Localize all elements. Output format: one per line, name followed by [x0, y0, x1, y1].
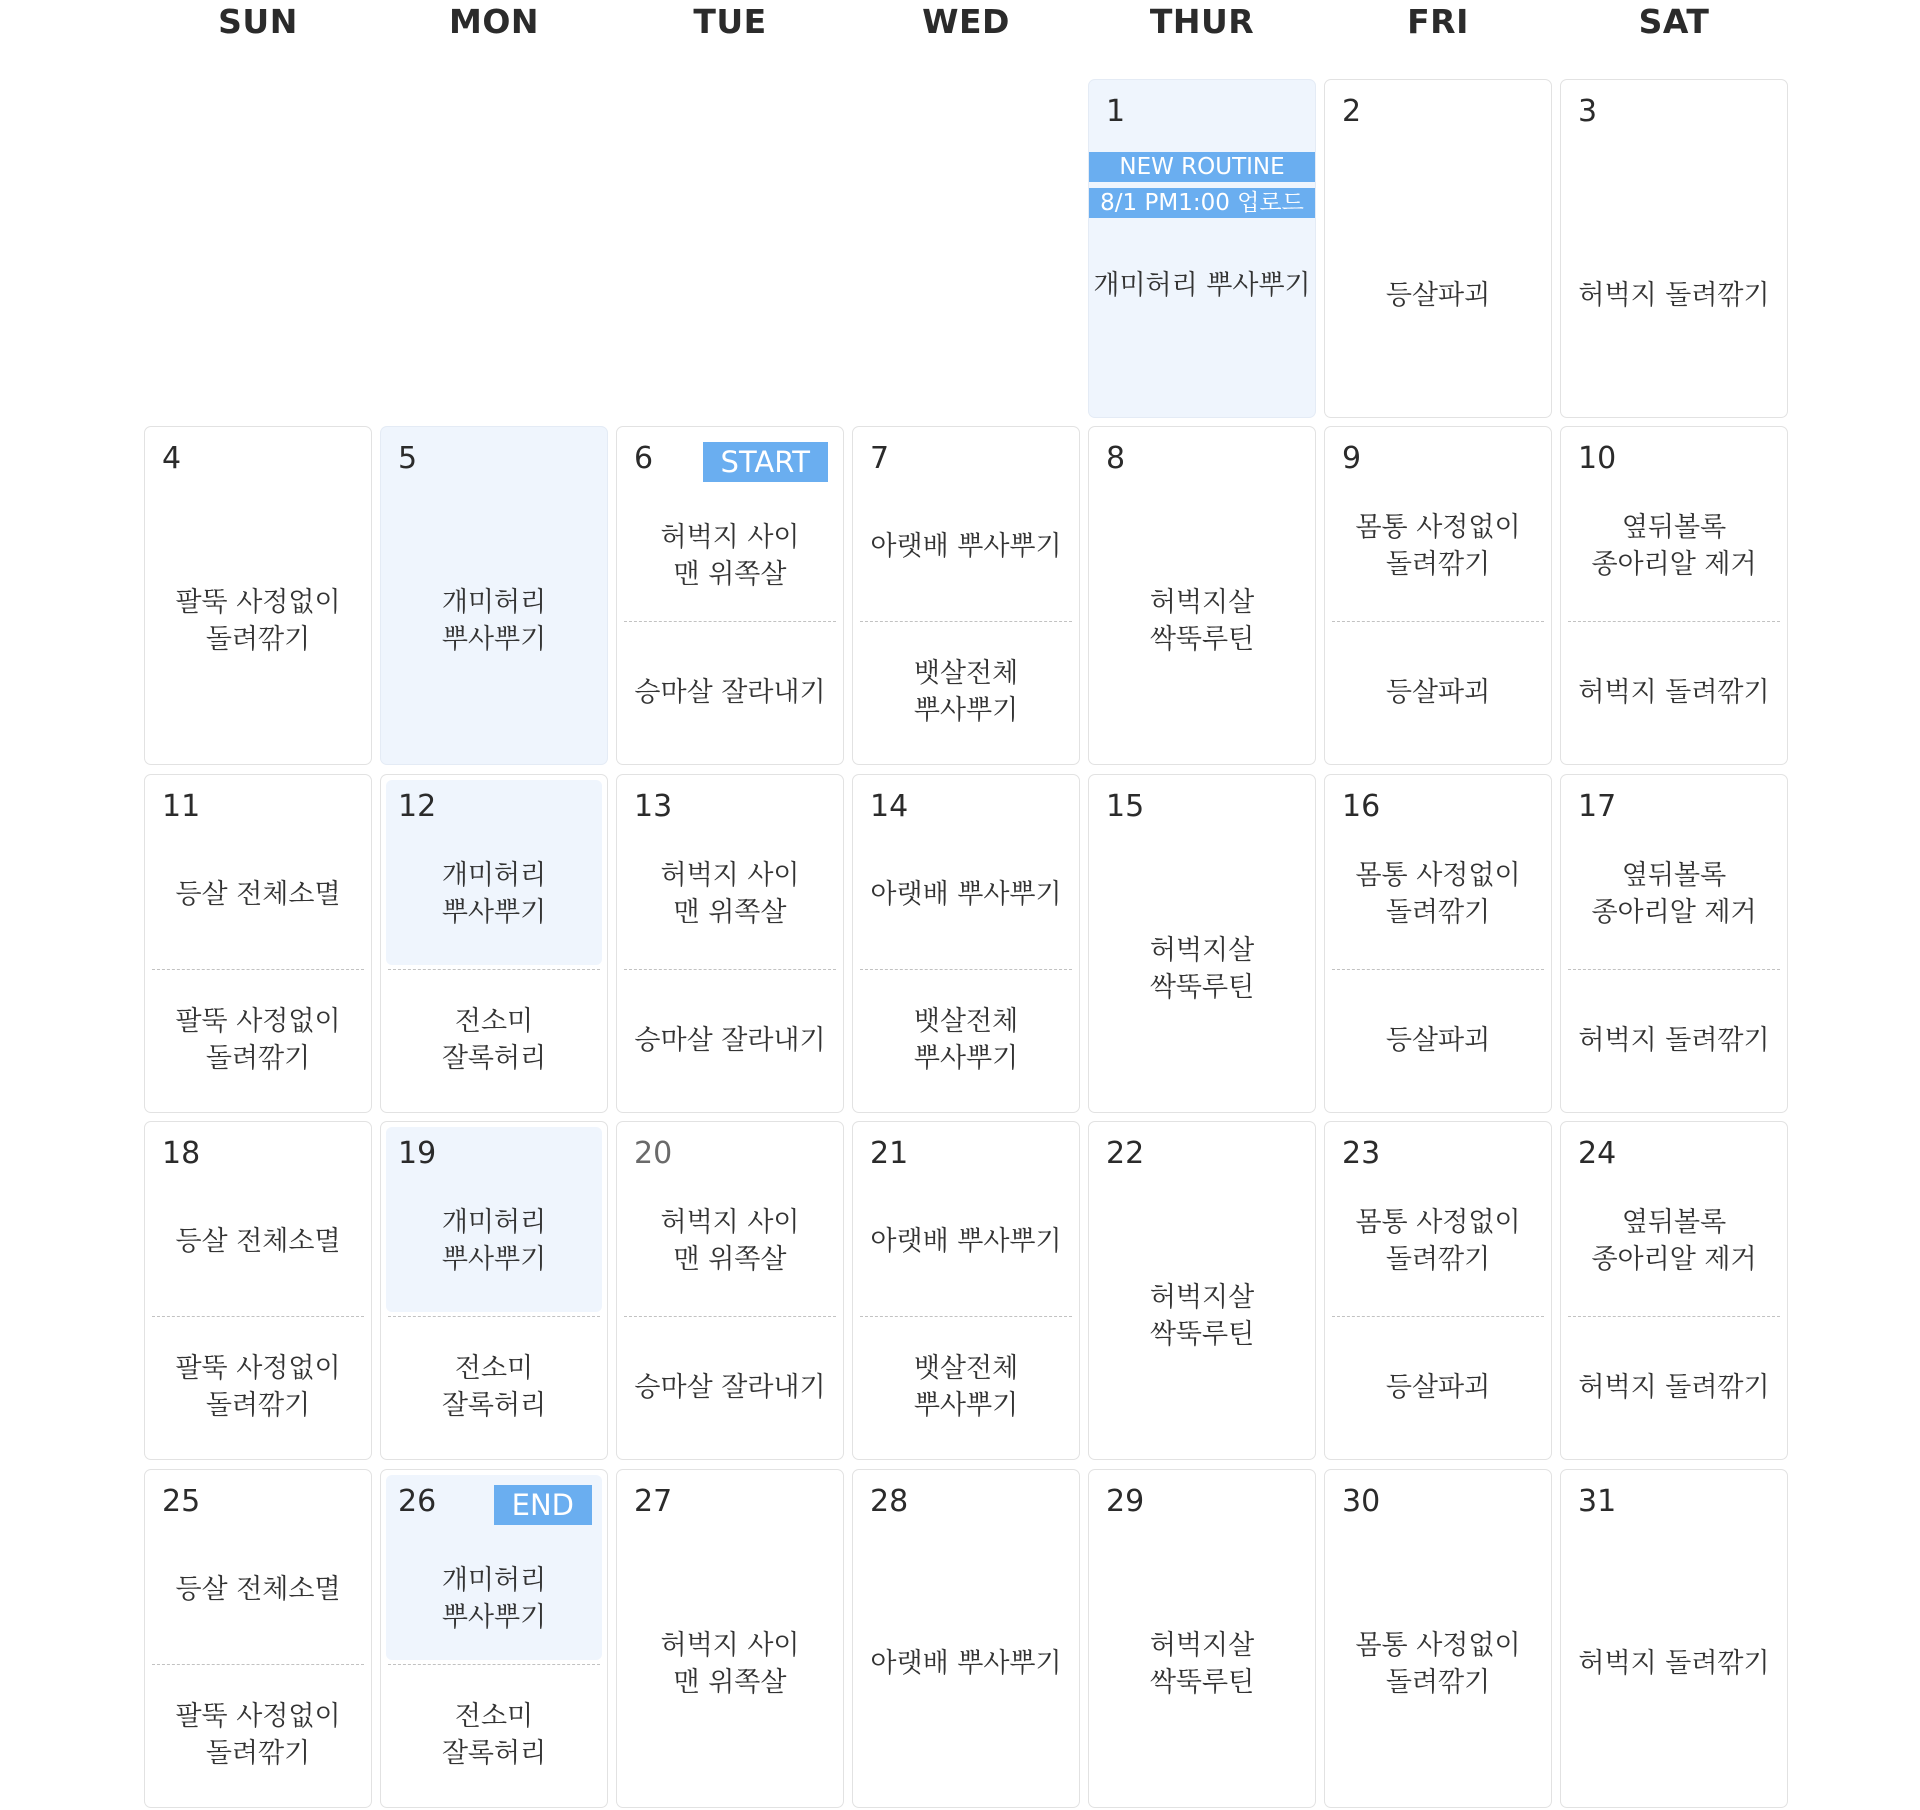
day-cell-30[interactable]	[1324, 1469, 1552, 1808]
routine-slot	[1089, 487, 1315, 754]
routine-slot	[1325, 260, 1551, 330]
weekday-sun: SUN	[218, 2, 298, 41]
routine-slot-bottom	[1325, 625, 1551, 759]
day-number: 7	[870, 441, 890, 476]
routine-slot-bottom	[145, 1668, 371, 1802]
slot-divider	[152, 969, 364, 970]
day-number: 30	[1342, 1484, 1381, 1519]
routine-label: 아랫배 뿌사뿌기	[870, 530, 1062, 562]
routine-label: 뱃살전체 뿌사뿌기	[913, 658, 1019, 726]
day-cell-1[interactable]	[1088, 79, 1316, 418]
routine-slot-bottom	[1561, 1320, 1787, 1454]
routine-label: 승마살 잘라내기	[634, 1024, 826, 1056]
day-cell-29[interactable]	[1088, 1469, 1316, 1808]
routine-label: 허벅지 돌려깎기	[1578, 1371, 1770, 1403]
routine-slot-bottom	[145, 1320, 371, 1454]
slot-divider	[152, 1664, 364, 1665]
weekday-thur: THUR	[1149, 2, 1255, 41]
routine-label: 개미허리 뿌사뿌기	[1093, 269, 1311, 301]
slot-divider	[1568, 969, 1780, 970]
day-cell-7[interactable]	[852, 426, 1080, 765]
day-cell-4[interactable]	[144, 426, 372, 765]
routine-label: 몸통 사정없이 돌려깎기	[1355, 1629, 1521, 1698]
routine-slot-top	[617, 820, 843, 968]
day-cell-22[interactable]	[1088, 1121, 1316, 1460]
weekday-fri: FRI	[1407, 2, 1469, 41]
slot-divider	[624, 969, 836, 970]
day-cell-2[interactable]	[1324, 79, 1552, 418]
slot-divider	[388, 1664, 600, 1665]
slot-divider	[1568, 621, 1780, 622]
routine-slot-top	[617, 1167, 843, 1315]
routine-label: 등살 전체소멸	[175, 1573, 341, 1605]
day-number: 20	[634, 1136, 673, 1171]
day-cell-13[interactable]	[616, 774, 844, 1113]
day-cell-23[interactable]	[1324, 1121, 1552, 1460]
upload-time-banner: 8/1 PM1:00 업로드	[1089, 188, 1315, 218]
day-cell-31[interactable]	[1560, 1469, 1788, 1808]
day-cell-16[interactable]	[1324, 774, 1552, 1113]
routine-label: 등살파괴	[1385, 676, 1491, 708]
day-number: 21	[870, 1136, 909, 1171]
day-cell-17[interactable]	[1560, 774, 1788, 1113]
slot-divider	[1332, 1316, 1544, 1317]
routine-slot-bottom	[1561, 973, 1787, 1107]
day-number: 11	[162, 789, 201, 824]
routine-slot-bottom	[617, 625, 843, 759]
day-cell-14[interactable]	[852, 774, 1080, 1113]
routine-slot-top	[853, 472, 1079, 620]
day-cell-3[interactable]	[1560, 79, 1788, 418]
slot-divider	[860, 969, 1072, 970]
routine-label: 허벅지 사이 맨 위쪽살	[660, 1629, 800, 1698]
routine-slot	[145, 487, 371, 754]
routine-label: 허벅지 돌려깎기	[1578, 676, 1770, 708]
routine-slot	[617, 1530, 843, 1797]
day-number: 15	[1106, 789, 1145, 824]
day-number: 4	[162, 441, 182, 476]
day-cell-20[interactable]	[616, 1121, 844, 1460]
day-cell-19[interactable]	[380, 1121, 608, 1460]
day-number: 6	[634, 441, 654, 476]
routine-slot-top	[853, 1167, 1079, 1315]
day-cell-8[interactable]	[1088, 426, 1316, 765]
routine-label: 허벅지 돌려깎기	[1578, 279, 1770, 311]
slot-divider	[1568, 1316, 1780, 1317]
routine-slot-top	[381, 1167, 607, 1315]
routine-slot-top	[1561, 820, 1787, 968]
routine-slot-top	[381, 820, 607, 968]
day-cell-9[interactable]	[1324, 426, 1552, 765]
routine-label: 허벅지살 싹뚝루틴	[1149, 586, 1255, 655]
day-number: 19	[398, 1136, 437, 1171]
routine-label: 팔뚝 사정없이 돌려깎기	[175, 1353, 341, 1421]
routine-slot-top	[145, 1515, 371, 1663]
routine-slot-top	[1325, 472, 1551, 620]
slot-divider	[624, 621, 836, 622]
slot-divider	[388, 969, 600, 970]
routine-slot	[1561, 260, 1787, 330]
day-number: 14	[870, 789, 909, 824]
routine-label: 전소미 잘록허리	[441, 1701, 547, 1769]
routine-label: 전소미 잘록허리	[441, 1353, 547, 1421]
day-number: 3	[1578, 94, 1598, 129]
routine-label: 몸통 사정없이 돌려깎기	[1355, 860, 1521, 928]
routine-slot-top	[1561, 472, 1787, 620]
slot-divider	[388, 1316, 600, 1317]
routine-label: 승마살 잘라내기	[634, 1371, 826, 1403]
routine-slot	[381, 487, 607, 754]
routine-slot	[1089, 835, 1315, 1102]
routine-label: 개미허리 뿌사뿌기	[441, 586, 547, 655]
day-number: 31	[1578, 1484, 1617, 1519]
routine-label: 뱃살전체 뿌사뿌기	[913, 1006, 1019, 1074]
routine-label: 옆뒤볼록 종아리알 제거	[1591, 1207, 1757, 1275]
routine-label: 아랫배 뿌사뿌기	[870, 878, 1062, 910]
routine-slot-top	[853, 820, 1079, 968]
day-cell-10[interactable]	[1560, 426, 1788, 765]
routine-label: 등살파괴	[1385, 1371, 1491, 1403]
routine-label: 허벅지 사이 맨 위쪽살	[660, 522, 800, 590]
weekday-tue: TUE	[693, 2, 767, 41]
slot-divider	[1332, 969, 1544, 970]
day-number: 12	[398, 789, 437, 824]
routine-label: 아랫배 뿌사뿌기	[870, 1225, 1062, 1257]
day-number: 29	[1106, 1484, 1145, 1519]
routine-label: 팔뚝 사정없이 돌려깎기	[175, 1701, 341, 1769]
routine-slot-bottom	[381, 973, 607, 1107]
routine-label: 등살 전체소멸	[175, 1225, 341, 1257]
routine-label: 개미허리 뿌사뿌기	[441, 1207, 547, 1275]
routine-label: 옆뒤볼록 종아리알 제거	[1591, 860, 1757, 928]
new-routine-banner: NEW ROUTINE	[1089, 152, 1315, 182]
day-number: 18	[162, 1136, 201, 1171]
day-number: 16	[1342, 789, 1381, 824]
start-tag: START	[703, 442, 828, 482]
slot-divider	[624, 1316, 836, 1317]
weekday-sat: SAT	[1638, 2, 1710, 41]
routine-label: 승마살 잘라내기	[634, 676, 826, 708]
day-cell-12[interactable]	[380, 774, 608, 1113]
routine-slot	[853, 1530, 1079, 1797]
weekday-wed: WED	[922, 2, 1010, 41]
routine-label: 몸통 사정없이 돌려깎기	[1355, 1207, 1521, 1275]
routine-label: 허벅지 돌려깎기	[1578, 1024, 1770, 1056]
routine-label: 등살파괴	[1385, 1024, 1491, 1056]
day-cell-25[interactable]	[144, 1469, 372, 1808]
routine-label: 허벅지살 싹뚝루틴	[1149, 934, 1255, 1003]
routine-slot-top	[145, 820, 371, 968]
routine-slot-bottom	[853, 1320, 1079, 1454]
day-number: 2	[1342, 94, 1362, 129]
routine-slot-bottom	[1325, 1320, 1551, 1454]
day-number: 26	[398, 1484, 437, 1519]
day-number: 13	[634, 789, 673, 824]
slot-divider	[860, 1316, 1072, 1317]
routine-label: 등살파괴	[1385, 279, 1491, 311]
routine-label: 뱃살전체 뿌사뿌기	[913, 1353, 1019, 1421]
day-cell-15[interactable]	[1088, 774, 1316, 1113]
routine-label: 아랫배 뿌사뿌기	[870, 1648, 1062, 1679]
end-tag: END	[494, 1485, 592, 1525]
day-number: 1	[1106, 94, 1126, 129]
day-cell-24[interactable]	[1560, 1121, 1788, 1460]
routine-label: 몸통 사정없이 돌려깎기	[1355, 512, 1521, 580]
routine-slot-top	[1325, 820, 1551, 968]
day-number: 17	[1578, 789, 1617, 824]
day-number: 24	[1578, 1136, 1617, 1171]
routine-slot	[1561, 1530, 1787, 1797]
day-number: 22	[1106, 1136, 1145, 1171]
routine-slot-top	[1561, 1167, 1787, 1315]
routine-label: 허벅지 사이 맨 위쪽살	[660, 860, 800, 928]
day-cell-21[interactable]	[852, 1121, 1080, 1460]
day-cell-6[interactable]	[616, 426, 844, 765]
day-number: 9	[1342, 441, 1362, 476]
routine-slot-top	[1325, 1167, 1551, 1315]
day-cell-5[interactable]	[380, 426, 608, 765]
routine-slot-bottom	[1325, 973, 1551, 1107]
routine-slot-bottom	[853, 625, 1079, 759]
slot-divider	[860, 621, 1072, 622]
routine-label: 등살 전체소멸	[175, 878, 341, 910]
day-cell-27[interactable]	[616, 1469, 844, 1808]
day-cell-11[interactable]	[144, 774, 372, 1113]
day-number: 25	[162, 1484, 201, 1519]
routine-slot-bottom	[617, 973, 843, 1107]
routine-label: 허벅지 사이 맨 위쪽살	[660, 1207, 800, 1275]
routine-label: 팔뚝 사정없이 돌려깎기	[175, 1006, 341, 1074]
routine-label: 허벅지살 싹뚝루틴	[1149, 1281, 1255, 1350]
day-cell-28[interactable]	[852, 1469, 1080, 1808]
day-number: 8	[1106, 441, 1126, 476]
routine-slot-top	[381, 1525, 607, 1673]
day-cell-26[interactable]	[380, 1469, 608, 1808]
routine-label: 전소미 잘록허리	[441, 1006, 547, 1074]
day-number: 10	[1578, 441, 1617, 476]
routine-label: 허벅지 돌려깎기	[1578, 1648, 1770, 1679]
routine-slot	[1325, 1530, 1551, 1797]
routine-label: 팔뚝 사정없이 돌려깎기	[175, 586, 341, 655]
routine-label: 허벅지살 싹뚝루틴	[1149, 1629, 1255, 1698]
routine-slot-bottom	[381, 1320, 607, 1454]
routine-label: 개미허리 뿌사뿌기	[441, 1565, 547, 1633]
routine-slot-bottom	[617, 1320, 843, 1454]
routine-label: 개미허리 뿌사뿌기	[441, 860, 547, 928]
routine-slot-bottom	[381, 1668, 607, 1802]
slot-divider	[1332, 621, 1544, 622]
weekday-mon: MON	[448, 2, 539, 41]
routine-slot	[1089, 1530, 1315, 1797]
routine-slot-bottom	[1561, 625, 1787, 759]
routine-slot	[1089, 250, 1315, 320]
routine-label: 옆뒤볼록 종아리알 제거	[1591, 512, 1757, 580]
day-cell-18[interactable]	[144, 1121, 372, 1460]
day-number: 27	[634, 1484, 673, 1519]
slot-divider	[152, 1316, 364, 1317]
routine-slot-top	[617, 482, 843, 630]
routine-slot	[1089, 1182, 1315, 1449]
day-number: 28	[870, 1484, 909, 1519]
day-number: 5	[398, 441, 418, 476]
routine-slot-bottom	[853, 973, 1079, 1107]
day-number: 23	[1342, 1136, 1381, 1171]
routine-slot-bottom	[145, 973, 371, 1107]
routine-slot-top	[145, 1167, 371, 1315]
